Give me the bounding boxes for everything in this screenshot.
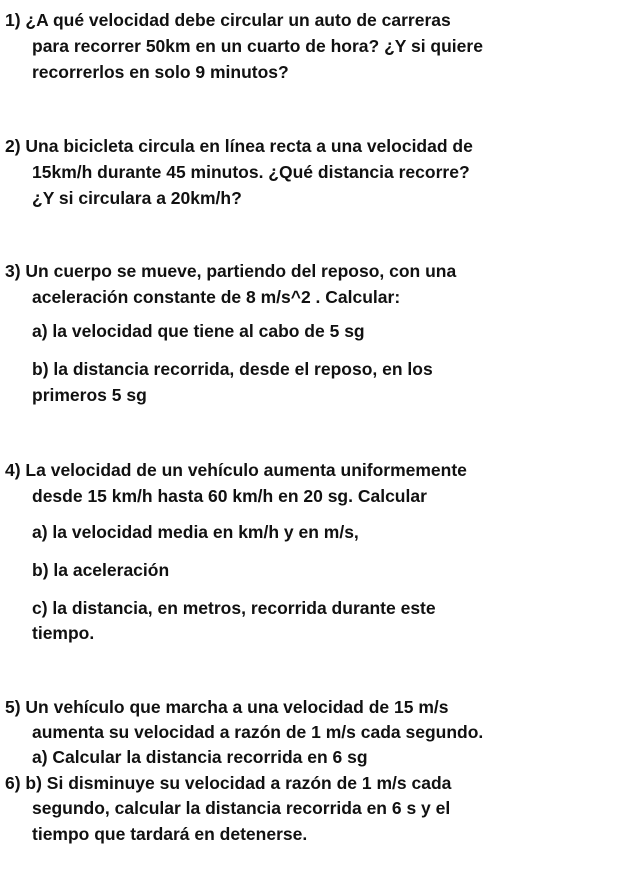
problem-2-line-3: ¿Y si circulara a 20km/h?	[32, 188, 242, 208]
problem-1-line-1: 1) ¿A qué velocidad debe circular un auto de carreras	[5, 10, 451, 30]
problem-3-part-a: a) la velocidad que tiene al cabo de 5 sg	[32, 321, 365, 341]
problem-6-line-1: 6) b) Si disminuye su velocidad a razón de 1 m/s cada	[5, 773, 452, 793]
problem-4-part-c-line-1: c) la distancia, en metros, recorrida durante este	[32, 598, 436, 618]
problem-3-line-2: aceleración constante de 8 m/s^2 . Calcular:	[32, 287, 401, 307]
problem-6-line-2: segundo, calcular la distancia recorrida en 6 s y el	[32, 798, 451, 818]
problem-4-part-b: b) la aceleración	[32, 560, 170, 580]
problem-4-part-c-line-2: tiempo.	[32, 623, 95, 643]
problem-5-line-1: 5) Un vehículo que marcha a una velocidad de 15 m/s	[5, 697, 449, 717]
problem-5-part-a: a) Calcular la distancia recorrida en 6 sg	[32, 747, 368, 767]
problem-2-line-1: 2) Una bicicleta circula en línea recta a una velocidad de	[5, 136, 473, 156]
problem-2-line-2: 15km/h durante 45 minutos. ¿Qué distancia recorre?	[32, 162, 470, 182]
problem-1-line-2: para recorrer 50km en un cuarto de hora? ¿Y si quiere	[32, 36, 483, 56]
problem-4-part-a: a) la velocidad media en km/h y en m/s,	[32, 522, 359, 542]
problem-3-line-1: 3) Un cuerpo se mueve, partiendo del reposo, con una	[5, 261, 457, 281]
problem-4-line-2: desde 15 km/h hasta 60 km/h en 20 sg. Calcular	[32, 486, 427, 506]
problem-6-line-3: tiempo que tardará en detenerse.	[32, 824, 308, 844]
problem-3-part-b-line-1: b) la distancia recorrida, desde el reposo, en los	[32, 359, 433, 379]
problem-4-line-1: 4) La velocidad de un vehículo aumenta uniformemente	[5, 460, 467, 480]
problem-3-part-b-line-2: primeros 5 sg	[32, 385, 147, 405]
problem-5-line-2: aumenta su velocidad a razón de 1 m/s cada segundo.	[32, 722, 484, 742]
problem-1-line-3: recorrerlos en solo 9 minutos?	[32, 62, 289, 82]
